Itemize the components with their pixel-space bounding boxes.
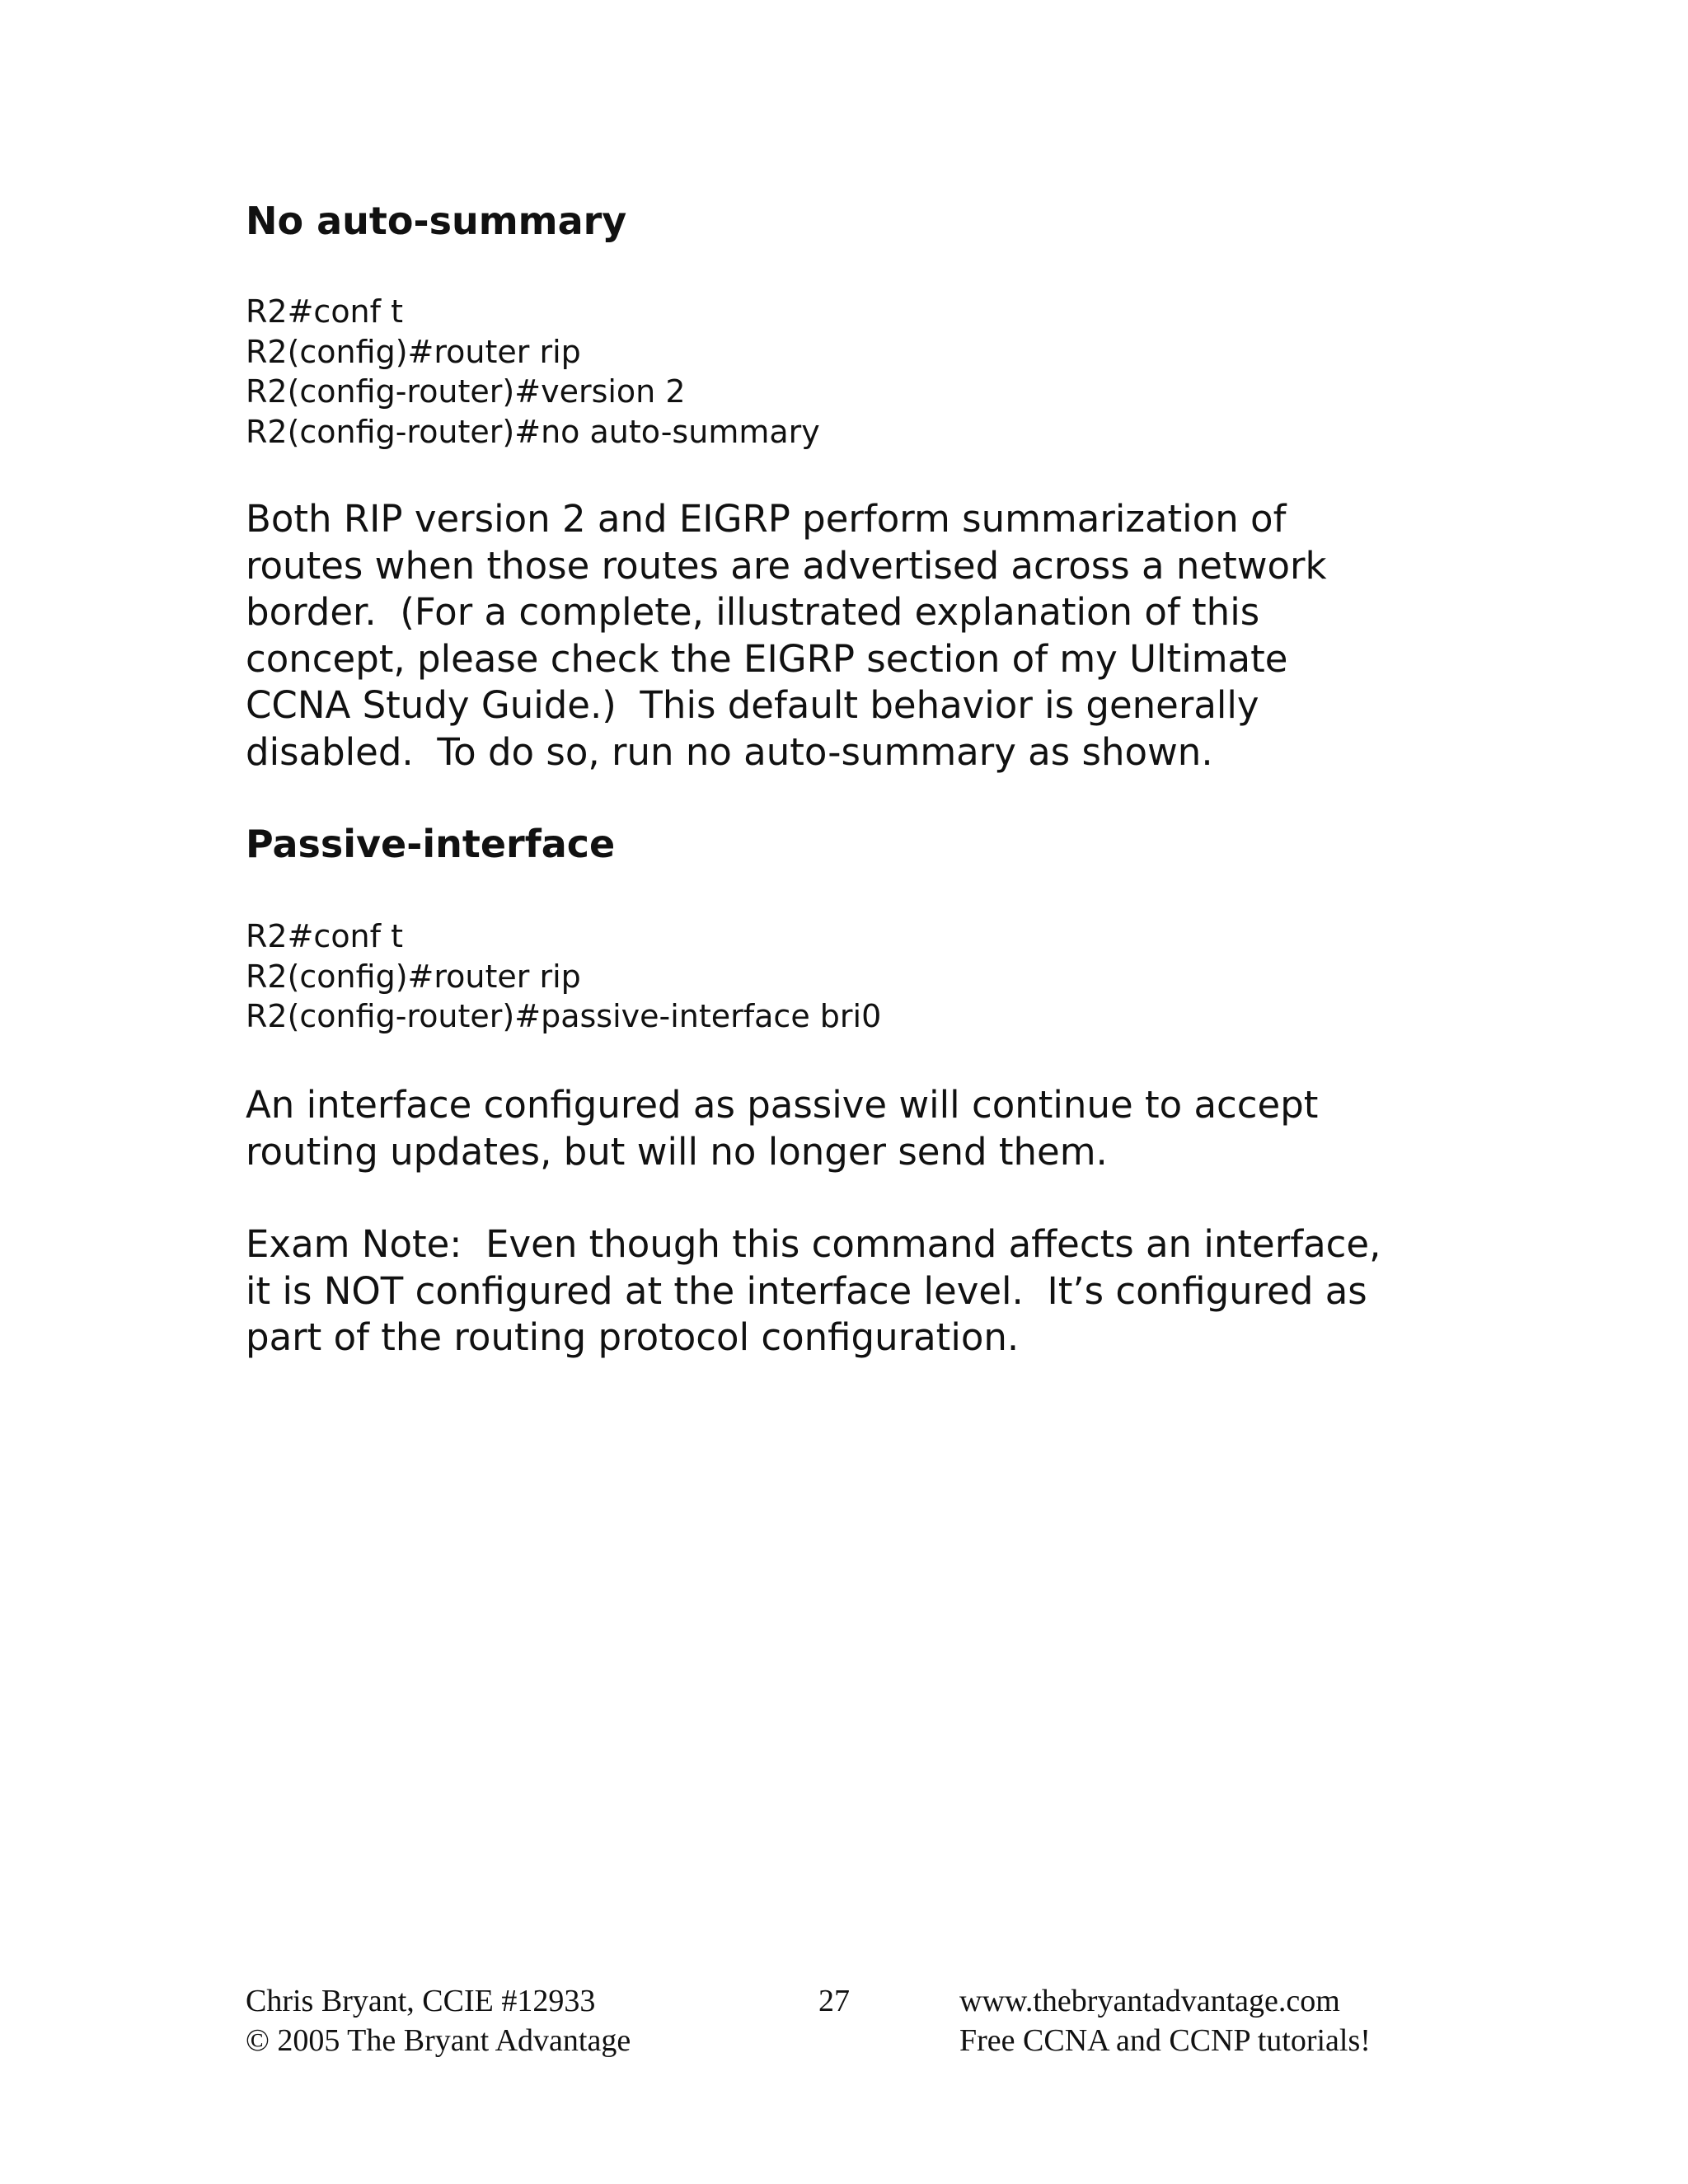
paragraph-line: concept, please check the EIGRP section of my Ultimate (246, 636, 1288, 681)
command-block-passive-interface (246, 916, 881, 1037)
paragraph-line: Exam Note: Even though this command affects an interface, (246, 1222, 1381, 1266)
command-line: R2(config-router)#passive-interface bri0 (246, 998, 882, 1034)
command-line: R2#conf t (246, 918, 404, 954)
command-line: R2#conf t (246, 293, 404, 330)
command-line: R2(config-router)#version 2 (246, 373, 686, 410)
paragraph-line: CCNA Study Guide.) This default behavior is generally (246, 683, 1259, 728)
paragraph-line: part of the routing protocol configuration. (246, 1315, 1020, 1360)
paragraph-line: Both RIP version 2 and EIGRP perform summarization of (246, 497, 1287, 541)
paragraph-line: routes when those routes are advertised across a network (246, 543, 1327, 588)
paragraph-line: border. (For a complete, illustrated explanation of this (246, 590, 1260, 635)
footer-website: www.thebryantadvantage.com (959, 1984, 1340, 2018)
footer-page-number: 27 (818, 1984, 850, 2018)
paragraph-exam-note (246, 1221, 1449, 1361)
footer-tagline: Free CCNA and CCNP tutorials! (959, 2023, 1371, 2058)
command-line: R2(config)#router rip (246, 958, 581, 995)
paragraph-line: it is NOT configured at the interface level. It’s configured as (246, 1268, 1367, 1313)
footer-copyright: © 2005 The Bryant Advantage (246, 2023, 631, 2058)
paragraph-line: disabled. To do so, run no auto-summary as shown. (246, 729, 1213, 774)
paragraph-passive-description (246, 1082, 1449, 1175)
section-heading-passive-interface: Passive-interface (246, 822, 616, 866)
paragraph-line: routing updates, but will no longer send them. (246, 1129, 1108, 1174)
section-heading-no-auto-summary: No auto-summary (246, 199, 627, 243)
paragraph-summarization (246, 496, 1449, 776)
footer-author: Chris Bryant, CCIE #12933 (246, 1984, 596, 2018)
command-line: R2(config-router)#no auto-summary (246, 413, 820, 450)
paragraph-line: An interface configured as passive will continue to accept (246, 1083, 1319, 1127)
command-block-no-auto-summary (246, 292, 820, 452)
command-line: R2(config)#router rip (246, 333, 581, 370)
